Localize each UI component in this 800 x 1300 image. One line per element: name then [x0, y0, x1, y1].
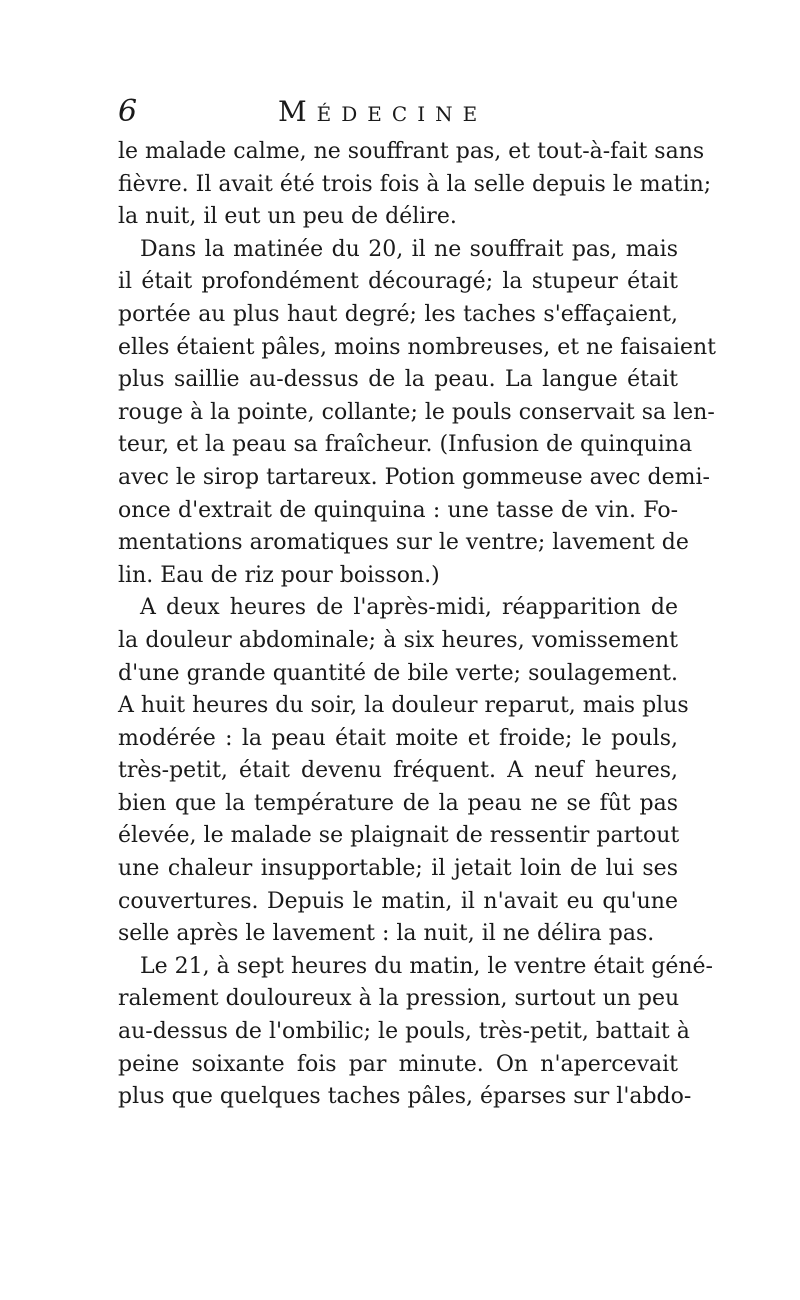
running-head: Médecine [278, 95, 488, 128]
text-line: élevée, le malade se plaignait de ressentir partout [118, 823, 680, 849]
text-line: lin. Eau de riz pour boisson.) [118, 562, 440, 588]
text-line: selle après le lavement : la nuit, il ne délira pas. [118, 921, 655, 947]
text-line: once d'extrait de quinquina : une tasse de vin. Fo- [118, 497, 678, 523]
text-line: avec le sirop tartareux. Potion gommeuse avec demi- [118, 464, 710, 490]
text-line: ralement douloureux à la pression, surtout un peu [118, 986, 680, 1012]
text-line: rouge à la pointe, collante; le pouls conservait sa len- [118, 399, 715, 425]
text-line: très-petit, était devenu fréquent. A neuf heures, [118, 758, 678, 784]
page-number: 6 [118, 94, 138, 129]
body-text [118, 136, 717, 1114]
text-line: il était profondément découragé; la stupeur était [118, 269, 678, 295]
text-line: au-dessus de l'ombilic; le pouls, très-petit, battait à [118, 1019, 690, 1045]
text-line: Dans la matinée du 20, il ne souffrait pas, mais [140, 236, 678, 262]
text-line: elles étaient pâles, moins nombreuses, et ne faisaient [118, 334, 717, 360]
text-line: modérée : la peau était moite et froide; le pouls, [118, 725, 678, 751]
text-line: bien que la température de la peau ne se fût pas [118, 790, 678, 816]
text-line: plus saillie au-dessus de la peau. La langue était [118, 367, 678, 393]
text-line: Le 21, à sept heures du matin, le ventre était géné- [140, 953, 713, 979]
text-line: couvertures. Depuis le matin, il n'avait eu qu'une [118, 888, 678, 914]
text-line: plus que quelques taches pâles, éparses sur l'abdo- [118, 1084, 692, 1110]
text-line: peine soixante fois par minute. On n'apercevait [118, 1051, 678, 1077]
text-line: une chaleur insupportable; il jetait loin de lui ses [118, 856, 678, 882]
text-line: d'une grande quantité de bile verte; soulagement. [118, 660, 678, 686]
text-line: A deux heures de l'après-midi, réapparition de [140, 595, 678, 621]
text-line: fièvre. Il avait été trois fois à la selle depuis le matin; [118, 171, 712, 197]
text-line: la nuit, il eut un peu de délire. [118, 204, 457, 230]
text-line: teur, et la peau sa fraîcheur. (Infusion de quinquina [118, 432, 693, 458]
text-line: mentations aromatiques sur le ventre; lavement de [118, 530, 689, 556]
text-line: portée au plus haut degré; les taches s'effaçaient, [118, 301, 678, 327]
page-header [118, 92, 678, 132]
text-line: le malade calme, ne souffrant pas, et tout-à-fait sans [118, 139, 705, 164]
text-line: la douleur abdominale; à six heures, vomissement [118, 627, 678, 653]
text-line: A huit heures du soir, la douleur reparut, mais plus [118, 693, 689, 719]
